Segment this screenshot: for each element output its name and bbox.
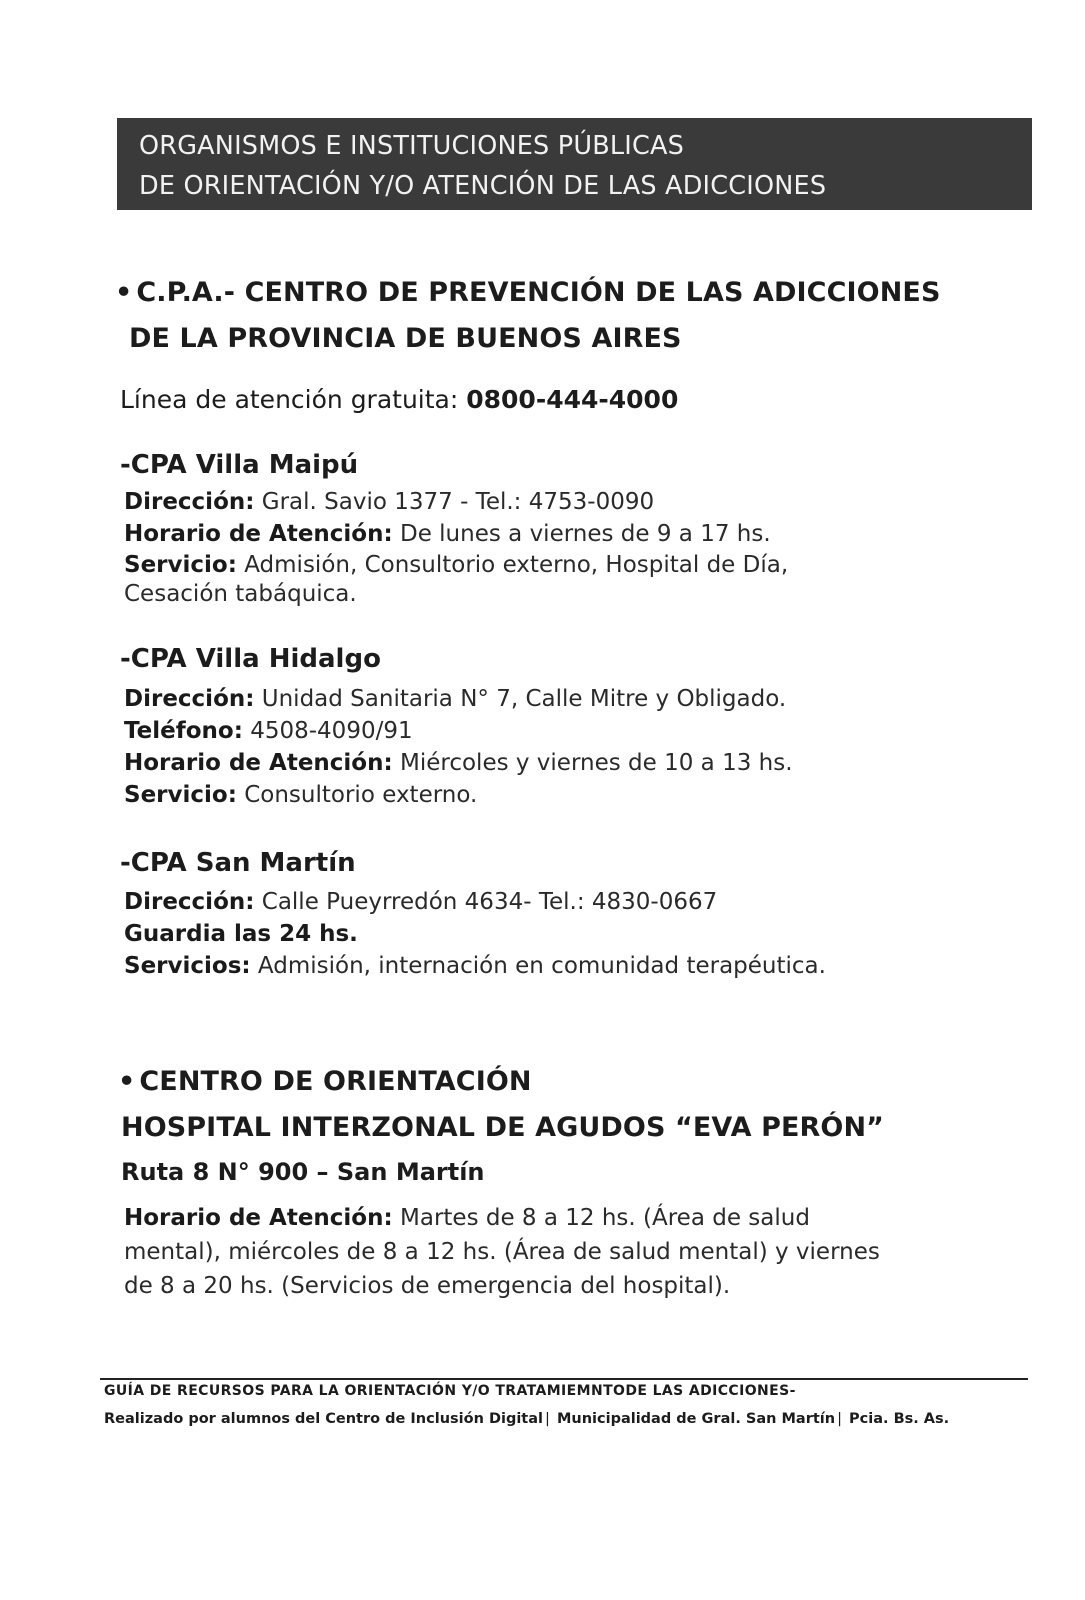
detail-row: Teléfono: 4508-4090/91 bbox=[124, 718, 413, 744]
detail-row: Cesación tabáquica. bbox=[124, 581, 357, 607]
footer-guide-title: GUÍA DE RECURSOS PARA LA ORIENTACIÓN Y/O TRATAMIEMNTODE LAS ADICCIONES- bbox=[104, 1383, 796, 1399]
hours-line-3: de 8 a 20 hs. (Servicios de emergencia del hospital). bbox=[124, 1273, 731, 1299]
center-san-martin-details bbox=[124, 886, 1024, 982]
center-villa-hidalgo-title: -CPA Villa Hidalgo bbox=[120, 644, 381, 674]
center-villa-hidalgo-details bbox=[124, 683, 1024, 811]
detail-row: Dirección: Unidad Sanitaria N° 7, Calle Mitre y Obligado. bbox=[124, 686, 787, 712]
detail-row: Guardia las 24 hs. bbox=[124, 921, 358, 947]
center-san-martin-title: -CPA San Martín bbox=[120, 848, 356, 878]
footer-credits: Realizado por alumnos del Centro de Inclusión Digital | Municipalidad de Gral. San Martín | Pcia. Bs. As. bbox=[104, 1411, 950, 1427]
detail-row: Servicio: Admisión, Consultorio externo, Hospital de Día, bbox=[124, 552, 789, 578]
section1-heading-line1: • C.P.A.- CENTRO DE PREVENCIÓN DE LAS ADICCIONES bbox=[115, 277, 941, 308]
center-villa-maipu-title: -CPA Villa Maipú bbox=[120, 450, 359, 480]
hotline bbox=[120, 385, 678, 414]
hotline-label: Línea de atención gratuita: bbox=[120, 385, 459, 414]
center-villa-maipu-details bbox=[124, 486, 1024, 608]
detail-row: Dirección: Calle Pueyrredón 4634- Tel.: 4830-0667 bbox=[124, 889, 718, 915]
section2-hours bbox=[124, 1201, 1024, 1303]
detail-row: Dirección: Gral. Savio 1377 - Tel.: 4753-0090 bbox=[124, 489, 655, 515]
footer-divider bbox=[100, 1378, 1028, 1380]
hours-line-1: Horario de Atención: Martes de 8 a 12 hs. (Área de salud bbox=[124, 1205, 810, 1231]
bullet-icon: • bbox=[118, 1066, 136, 1097]
bullet-icon: • bbox=[115, 277, 133, 308]
title-banner bbox=[117, 118, 1032, 210]
detail-row: Servicio: Consultorio externo. bbox=[124, 782, 478, 808]
section2-heading-line1: • CENTRO DE ORIENTACIÓN bbox=[118, 1066, 532, 1097]
banner-line-2: DE ORIENTACIÓN Y/O ATENCIÓN DE LAS ADICCIONES bbox=[139, 171, 827, 201]
section2-heading-line2: HOSPITAL INTERZONAL DE AGUDOS “EVA PERÓN” bbox=[121, 1112, 884, 1143]
section2-address: Ruta 8 N° 900 – San Martín bbox=[121, 1158, 485, 1186]
hours-line-2: mental), miércoles de 8 a 12 hs. (Área de salud mental) y viernes bbox=[124, 1239, 880, 1265]
detail-row: Servicios: Admisión, internación en comunidad terapéutica. bbox=[124, 953, 826, 979]
section1-heading-line2: DE LA PROVINCIA DE BUENOS AIRES bbox=[129, 323, 682, 354]
banner-line-1: ORGANISMOS E INSTITUCIONES PÚBLICAS bbox=[139, 131, 685, 161]
hotline-number: 0800-444-4000 bbox=[466, 385, 679, 414]
detail-row: Horario de Atención: Miércoles y viernes de 10 a 13 hs. bbox=[124, 750, 793, 776]
detail-row: Horario de Atención: De lunes a viernes de 9 a 17 hs. bbox=[124, 521, 771, 547]
